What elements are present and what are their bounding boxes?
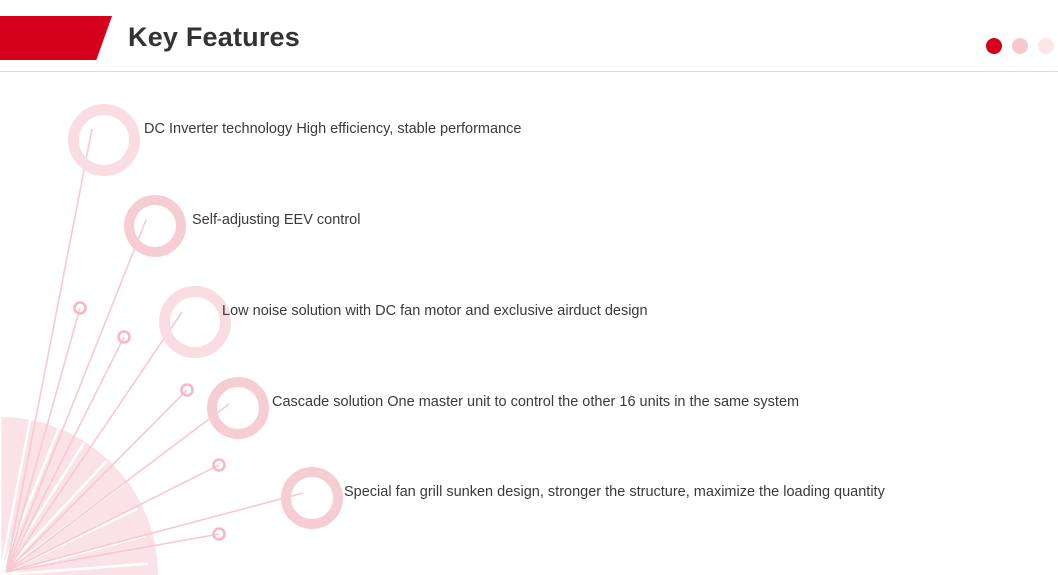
slide-header [0,0,1058,72]
header-dot-mid-icon [1012,38,1028,54]
feature-item-5 [344,483,885,502]
feature-ring-3-icon [159,286,231,358]
feature-text-5: Special fan grill sunken design, stronger the structure, maximize the loading quantity [344,484,885,500]
fan-slices [0,417,148,575]
feature-item-2 [192,211,360,230]
feature-ring-5-icon [281,467,343,529]
header-dot-solid-icon [986,38,1002,54]
feature-ring-1-icon [68,104,140,176]
feature-ring-4-icon [207,377,269,439]
header-accent-tab [0,16,112,60]
feature-item-1 [144,120,521,139]
fan-wedge [0,417,158,575]
feature-ring-2-icon [124,195,186,257]
feature-text-1: DC Inverter technology High efficiency, stable performance [144,121,522,137]
feature-item-4 [272,393,799,412]
header-dot-light-icon [1038,38,1054,54]
page-title: Key Features [128,22,300,52]
feature-text-2: Self-adjusting EEV control [192,212,361,228]
header-divider [0,71,1058,72]
feature-text-4: Cascade solution One master unit to control the other 16 units in the same system [272,394,800,410]
feature-text-3: Low noise solution with DC fan motor and exclusive airduct design [222,303,648,319]
feature-item-3 [222,302,648,321]
